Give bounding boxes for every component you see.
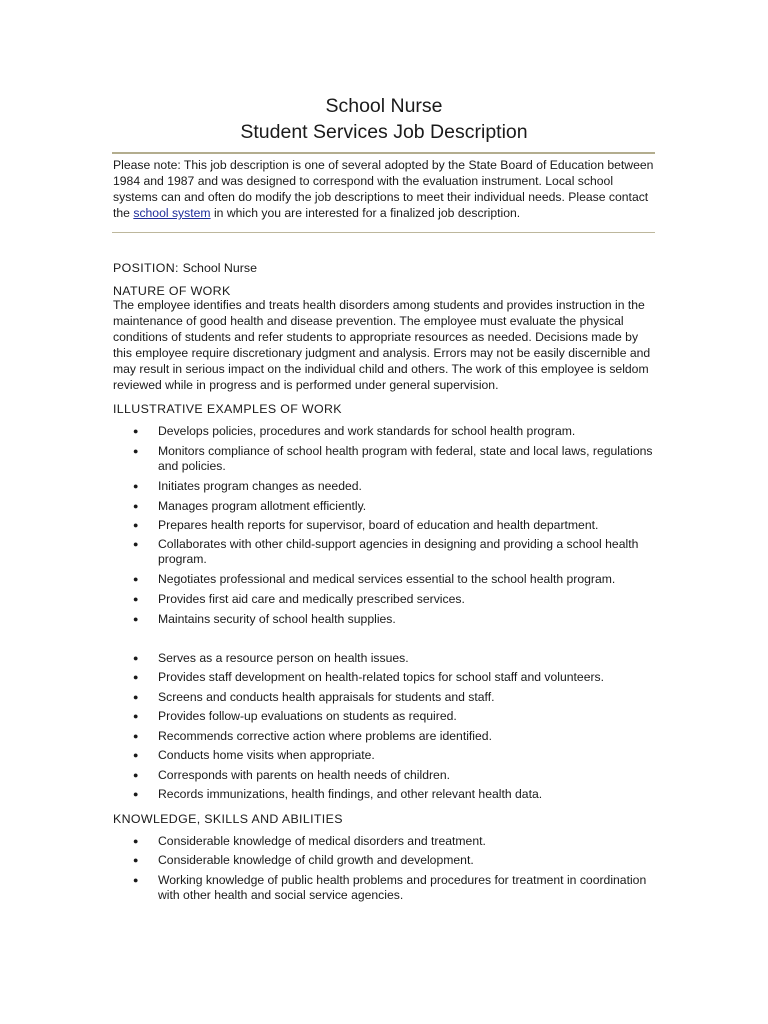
- nature-text: The employee identifies and treats health disorders among students and provides instruction in the maintenance of good health and disease prevention. The employee must evaluate the physical conditions of students and refer students to appropriate resources as needed. Decisions made by this employee require discretionary judgment and analysis. Errors may not be easily discernible and may result in serious impact on the individual child and others. The work of this employee is seldom reviewed while in progress and is performed under general supervision.: [113, 298, 651, 392]
- bullet-icon: ●: [133, 594, 139, 604]
- list-item: ● Recommends corrective action where problems are identified.: [133, 728, 492, 743]
- list-item: ● Serves as a resource person on health issues.: [133, 650, 409, 665]
- top-divider: [112, 152, 655, 154]
- bullet-icon: ●: [133, 574, 139, 584]
- list-item: ● Prepares health reports for supervisor, board of education and health department.: [133, 517, 599, 532]
- bullet-icon: ●: [133, 426, 139, 436]
- list-item: ● Collaborates with other child-support agencies in designing and providing a school health program.: [133, 537, 639, 567]
- bullet-icon: ●: [133, 750, 139, 760]
- school-system-link[interactable]: school system: [133, 206, 211, 221]
- bullet-icon: ●: [133, 446, 139, 456]
- list-item: ● Records immunizations, health findings, and other relevant health data.: [133, 787, 543, 801]
- list-item: ● Develops policies, procedures and work standards for school health program.: [133, 424, 576, 438]
- bottom-divider: [112, 232, 655, 233]
- list-item: ● Working knowledge of public health problems and procedures for treatment in coordination with other health and social service agencies.: [133, 873, 647, 903]
- ksa-heading: KNOWLEDGE, SKILLS AND ABILITIES: [113, 812, 343, 826]
- list-item: ● Maintains security of school health supplies.: [133, 611, 396, 626]
- list-item: ● Provides first aid care and medically prescribed services.: [133, 592, 465, 606]
- position-label: POSITION:: [113, 261, 183, 275]
- bullet-icon: ●: [133, 691, 139, 702]
- note-text-after: in which you are interested for a finalized job description.: [210, 206, 521, 221]
- list-item: ● Screens and conducts health appraisals for students and staff.: [133, 689, 495, 704]
- bullet-icon: ●: [133, 500, 139, 511]
- list-item: ● Considerable knowledge of child growth and development.: [133, 853, 474, 867]
- bullet-icon: ●: [133, 652, 139, 663]
- note-text-before: Please note: This job description is one of several adopted by the State Board of Education between 1984 and 1987 and was designed to correspond with the evaluation instrument. Local school systems can and often do modify the job descriptions to meet their individual needs. Please contact the: [113, 158, 654, 221]
- document-subtitle: Student Services Job Description: [240, 120, 528, 143]
- list-item: ● Negotiates professional and medical services essential to the school health program.: [133, 572, 616, 586]
- list-item: ● Corresponds with parents on health needs of children.: [133, 767, 451, 782]
- position-value: School Nurse: [182, 261, 257, 275]
- list-item: ● Conducts home visits when appropriate.: [133, 748, 375, 762]
- position-line: [113, 260, 257, 276]
- bullet-icon: ●: [133, 519, 139, 530]
- note-paragraph: [113, 157, 658, 221]
- bullet-icon: ●: [133, 769, 139, 780]
- bullet-icon: ●: [133, 672, 139, 682]
- nature-heading: NATURE OF WORK: [113, 284, 231, 298]
- list-item: ● Considerable knowledge of medical disorders and treatment.: [133, 834, 486, 848]
- document-title: School Nurse: [325, 95, 443, 117]
- bullet-icon: ●: [133, 875, 139, 885]
- list-item: ● Provides follow-up evaluations on students as required.: [133, 709, 457, 723]
- bullet-icon: ●: [133, 613, 139, 624]
- list-item: ● Provides staff development on health-related topics for school staff and volunteers.: [133, 670, 605, 684]
- list-item: ● Manages program allotment efficiently.: [133, 498, 367, 513]
- bullet-icon: ●: [133, 789, 139, 799]
- list-item: ● Monitors compliance of school health program with federal, state and local laws, regulations and policies.: [133, 444, 653, 474]
- bullet-icon: ●: [133, 539, 139, 549]
- list-item: ● Initiates program changes as needed.: [133, 479, 362, 493]
- bullet-icon: ●: [133, 481, 139, 491]
- bullet-icon: ●: [133, 730, 139, 741]
- examples-heading: ILLUSTRATIVE EXAMPLES OF WORK: [113, 402, 342, 416]
- bullet-icon: ●: [133, 855, 139, 865]
- bullet-icon: ●: [133, 836, 139, 846]
- bullet-icon: ●: [133, 711, 139, 721]
